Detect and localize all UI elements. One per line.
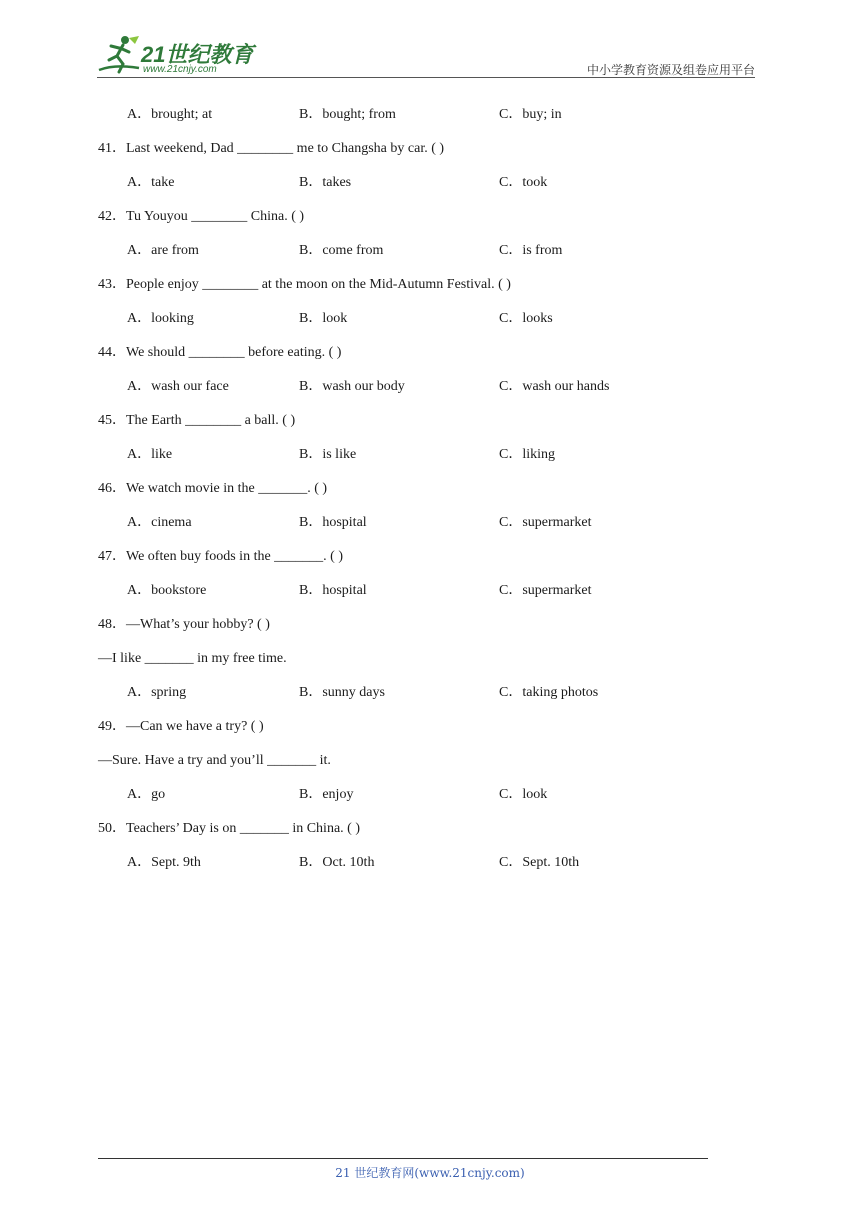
option-a: A．wash our face: [127, 379, 229, 394]
option-b: B．is like: [299, 447, 357, 462]
question-text: 49．—Can we have a try? ( ): [98, 719, 264, 734]
site-logo: [95, 34, 260, 78]
option-a: A．cinema: [127, 515, 192, 530]
option-b: B．enjoy: [299, 787, 354, 802]
question-list: [98, 98, 758, 880]
question-text: 48．—What’s your hobby? ( ): [98, 617, 270, 632]
option-c: C．is from: [499, 243, 563, 258]
option-c: C．buy; in: [499, 107, 562, 122]
option-b: B．hospital: [299, 583, 367, 598]
logo-url: www.21cnjy.com: [143, 64, 217, 75]
question-text: 45．The Earth ________ a ball. ( ): [98, 413, 296, 428]
option-c: C．wash our hands: [499, 379, 610, 394]
option-b: B．wash our body: [299, 379, 405, 394]
page-header: [0, 0, 860, 80]
footer-divider: [98, 1158, 708, 1159]
option-b: B．sunny days: [299, 685, 385, 700]
option-a: A．Sept. 9th: [127, 855, 201, 870]
options-row: [98, 370, 758, 404]
option-c: C．looks: [499, 311, 553, 326]
option-b: B．takes: [299, 175, 352, 190]
options-row: [98, 234, 758, 268]
option-a: A．are from: [127, 243, 199, 258]
option-a: A．like: [127, 447, 173, 462]
question-text: 50．Teachers’ Day is on _______ in China. ( ): [98, 821, 360, 836]
option-b: B．hospital: [299, 515, 367, 530]
question-text: 44．We should ________ before eating. ( ): [98, 345, 342, 360]
options-row: [98, 98, 758, 132]
option-c: C．supermarket: [499, 515, 592, 530]
option-c: C．took: [499, 175, 548, 190]
options-row: [98, 676, 758, 710]
options-row: [98, 506, 758, 540]
option-b: B．come from: [299, 243, 384, 258]
option-a: A．bookstore: [127, 583, 207, 598]
option-c: C．liking: [499, 447, 556, 462]
footer-text: 21 世纪教育网(www.21cnjy.com): [335, 1166, 525, 1180]
logo-text: 21世纪教育: [141, 42, 254, 67]
question-text: 47．We often buy foods in the _______. ( ): [98, 549, 343, 564]
header-divider: [97, 77, 755, 78]
header-slogan: 中小学教育资源及组卷应用平台: [586, 63, 755, 77]
options-row: [98, 574, 758, 608]
option-c: C．look: [499, 787, 548, 802]
options-row: [98, 166, 758, 200]
question-text: —I like _______ in my free time.: [98, 651, 287, 666]
option-c: C．taking photos: [499, 685, 599, 700]
options-row: [98, 302, 758, 336]
option-a: A．looking: [127, 311, 194, 326]
option-a: A．go: [127, 787, 166, 802]
option-c: C．supermarket: [499, 583, 592, 598]
option-b: B．bought; from: [299, 107, 396, 122]
question-text: 41．Last weekend, Dad ________ me to Changsha by car. ( ): [98, 141, 445, 156]
question-text: 46．We watch movie in the _______. ( ): [98, 481, 328, 496]
option-a: A．take: [127, 175, 175, 190]
option-a: A．spring: [127, 685, 187, 700]
runner-logo-icon: [95, 34, 143, 76]
option-a: A．brought; at: [127, 107, 213, 122]
option-c: C．Sept. 10th: [499, 855, 580, 870]
question-text: 43．People enjoy ________ at the moon on the Mid-Autumn Festival. ( ): [98, 277, 511, 292]
question-text: 42．Tu Youyou ________ China. ( ): [98, 209, 305, 224]
option-b: B．Oct. 10th: [299, 855, 375, 870]
options-row: [98, 778, 758, 812]
question-text: —Sure. Have a try and you’ll _______ it.: [98, 753, 331, 768]
options-row: [98, 846, 758, 880]
options-row: [98, 438, 758, 472]
option-b: B．look: [299, 311, 348, 326]
